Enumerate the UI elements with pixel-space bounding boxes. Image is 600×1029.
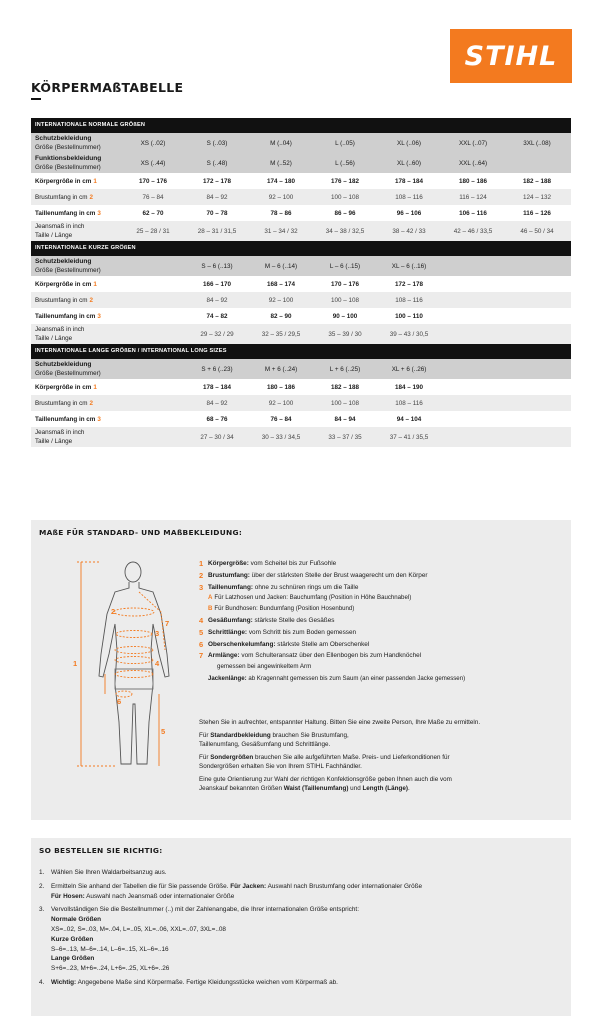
order-text: Angegebene Maße sind Körpermaße. Fertige Kleidungsstücke weichen vom Körpermaß ab. xyxy=(76,978,338,986)
table-cell: 84 – 92 xyxy=(206,193,228,201)
size-header-row xyxy=(31,153,571,173)
size-header-row xyxy=(31,133,571,153)
note-bold: Waist (Taillenumfang) xyxy=(283,785,349,793)
row-label xyxy=(31,209,121,218)
table-cell: 100 – 108 xyxy=(330,296,359,304)
size-code: L + 6 (..25) xyxy=(329,365,361,373)
table-cell: 42 – 46 / 33,5 xyxy=(453,227,493,235)
figure-label-7: 7 xyxy=(165,619,170,628)
order-bold: Für Jacken: xyxy=(230,882,267,890)
table-cell: 35 – 39 / 30 xyxy=(328,330,362,338)
table-cell: 28 – 31 / 31,5 xyxy=(197,227,237,235)
measure-desc: vom Scheitel bis zur Fußsohle xyxy=(248,560,337,567)
note-text: Taillenumfang, Gesäßumfang und Schrittlänge. xyxy=(199,741,331,749)
row-label-text: Brustumfang in cm xyxy=(35,399,88,407)
measure-ref-number: 2 xyxy=(89,296,94,304)
table-cell: 178 – 184 xyxy=(394,177,423,185)
size-code: M (..04) xyxy=(270,139,292,147)
row-label-text: Körpergröße in cm xyxy=(35,177,92,185)
table-cell: 100 – 108 xyxy=(330,399,359,407)
row-label-text: Jeansmaß in inch xyxy=(35,429,85,436)
note-text: . xyxy=(407,785,410,793)
row-label xyxy=(31,193,121,202)
table-cell: 84 – 92 xyxy=(206,399,228,407)
table-row xyxy=(31,379,571,395)
measure-desc: stärkste Stelle am Oberschenkel xyxy=(275,640,370,648)
size-code: 3XL (..08) xyxy=(523,139,551,147)
row-label xyxy=(31,134,121,152)
table-row xyxy=(31,308,571,324)
note-text: brauchen Sie alle aufgeführten Maße. Preis- und Lieferkonditionen für xyxy=(253,754,450,761)
jacket-term: Jackenlänge: xyxy=(208,675,247,683)
size-code: L (..05) xyxy=(335,139,355,147)
row-label-text: Körpergröße in cm xyxy=(35,280,92,288)
note-bold: Sondergrößen xyxy=(210,754,254,761)
note-text: Für xyxy=(199,754,211,761)
order-text: XS=..02, S=..03, M=..04, L=..05, XL=..06, XXL=..07, 3XL=..08 xyxy=(51,925,226,933)
logo-text: STIHL xyxy=(464,40,558,72)
size-code: M – 6 (..14) xyxy=(264,262,298,270)
table-cell: 86 – 96 xyxy=(334,209,356,217)
table-cell: 30 – 33 / 34,5 xyxy=(261,433,301,441)
order-bold: Kurze Größen xyxy=(51,935,94,943)
table-cell: 84 – 92 xyxy=(206,296,228,304)
row-label-text: Brustumfang in cm xyxy=(35,296,88,304)
table-cell: 84 – 94 xyxy=(334,415,356,423)
measure-ref-number: 2 xyxy=(89,399,94,407)
order-text: Auswahl nach Jeansmaß oder internationaler Größe xyxy=(84,892,235,900)
table-cell: 100 – 108 xyxy=(330,193,359,201)
size-header-row xyxy=(31,359,571,379)
size-caption: Größe (Bestellnummer) xyxy=(35,144,101,151)
table-row xyxy=(31,221,571,241)
table-cell: 180 – 186 xyxy=(266,383,295,391)
figure-label-6: 6 xyxy=(117,697,122,706)
table-cell: 34 – 38 / 32,5 xyxy=(325,227,365,235)
row-label xyxy=(31,360,121,378)
order-step: 4. Wichtig: Angegebene Maße sind Körpermaße. Fertige Kleidungsstücke weichen vom Körpermaß ab. xyxy=(39,978,338,986)
stihl-logo xyxy=(450,29,572,83)
measure-item xyxy=(199,650,559,662)
table-cell: 108 – 116 xyxy=(395,399,423,407)
note-bold: Length (Länge) xyxy=(362,785,408,793)
measure-text xyxy=(208,558,336,570)
measure-term: Oberschenkelumfang: xyxy=(208,640,276,648)
clothing-type: Schutzbekleidung xyxy=(35,135,92,142)
table-cell: 94 – 104 xyxy=(396,415,422,423)
measures-title: MAßE FÜR STANDARD- UND MAßBEKLEIDUNG: xyxy=(39,528,243,537)
table-cell: 172 – 178 xyxy=(394,280,423,288)
table-cell: 182 – 188 xyxy=(330,383,359,391)
table-cell: 100 – 110 xyxy=(395,312,423,320)
clothing-type: Schutzbekleidung xyxy=(35,361,92,368)
clothing-type: Schutzbekleidung xyxy=(35,258,92,265)
measure-sub-b xyxy=(199,604,559,615)
arm-continuation: gemessen bei angewinkeltem Arm xyxy=(217,663,312,671)
measure-term: Brustumfang: xyxy=(208,571,250,579)
measure-desc: ohne zu schnüren rings um die Taille xyxy=(252,583,359,591)
measure-ref-number: 2 xyxy=(89,193,94,201)
order-text: S+6=..23, M+6=..24, L+6=..25, XL+6=..26 xyxy=(51,965,170,973)
measure-text xyxy=(208,582,358,594)
table-cell: 180 – 186 xyxy=(458,177,487,185)
figure-label-4: 4 xyxy=(155,659,160,668)
table-cell: 96 – 106 xyxy=(396,209,422,217)
table-row xyxy=(31,427,571,447)
size-code: XXL (..64) xyxy=(458,159,488,167)
table-row xyxy=(31,395,571,411)
measure-desc: vom Schritt bis zum Boden gemessen xyxy=(247,628,357,636)
table-cell: 172 – 178 xyxy=(202,177,231,185)
order-step-text: Wählen Sie Ihren Waldarbeitsanzug aus. xyxy=(51,869,167,876)
table-cell: 168 – 174 xyxy=(266,280,295,288)
table-cell: 46 – 50 / 34 xyxy=(520,227,554,235)
measure-note-2 xyxy=(199,731,559,749)
order-step-text xyxy=(51,882,422,902)
row-label xyxy=(31,399,121,408)
row-label-text: Taillenumfang in cm xyxy=(35,312,96,320)
sub-letter: B xyxy=(208,605,213,613)
row-label xyxy=(31,296,121,305)
order-panel xyxy=(31,838,571,1016)
size-caption: Größe (Bestellnummer) xyxy=(35,267,101,274)
sub-letter: A xyxy=(208,594,213,602)
measure-desc: vom Schulteransatz über den Ellenbogen bis zum Handknöchel xyxy=(239,652,422,660)
measures-list xyxy=(199,558,559,685)
row-label-text: Körpergröße in cm xyxy=(35,383,92,391)
measure-note-3 xyxy=(199,753,559,771)
table-cell: 176 – 182 xyxy=(330,177,359,185)
note-text: Jeanskauf bekannten Größen xyxy=(199,785,284,793)
order-step: 3. Vervollständigen Sie die Bestellnummer (..) mit der Zahlenangabe, die Ihrer internationalen Größe entspricht: Normale Größen XS=..02, S=..03, M=..04, L=..05, XL=..06, XXL=..07, 3XL=..08 Kurze Größen S–6=..13, M–6=..14, L–6=..15, XL–6=..16 Lange Größen S+6=..23, M+6=..24, L+6=..25, XL+6=..26 xyxy=(39,906,359,973)
measure-term: Gesäßumfang: xyxy=(208,616,253,624)
size-code: M + 6 (..24) xyxy=(264,365,298,373)
measure-item xyxy=(199,627,559,639)
measure-desc: über der stärksten Stelle der Brust waagerecht um den Körper xyxy=(249,571,428,579)
row-label-text: Brustumfang in cm xyxy=(35,193,88,201)
table-cell: 178 – 184 xyxy=(202,383,231,391)
measure-ref-number: 3 xyxy=(97,415,101,423)
size-code: S (..03) xyxy=(206,139,228,147)
table-cell: 76 – 84 xyxy=(270,415,292,423)
table-cell: 90 – 100 xyxy=(332,312,358,320)
table-cell: 32 – 35 / 29,5 xyxy=(261,330,301,338)
size-code: XL (..06) xyxy=(397,139,421,147)
measure-term: Taillenumfang: xyxy=(208,583,253,591)
measure-ref-number: 1 xyxy=(93,383,97,391)
row-label xyxy=(31,177,121,186)
measure-text xyxy=(208,615,334,627)
sub-text: Für Latzhosen und Jacken: Bauchumfang (Position in Höhe Bauchnabel) xyxy=(214,594,412,602)
measure-number: 1 xyxy=(199,559,204,568)
size-code: XL + 6 (..26) xyxy=(391,365,427,373)
row-label xyxy=(31,154,121,172)
order-step-text xyxy=(51,978,338,988)
order-step-text xyxy=(51,905,359,974)
table-row xyxy=(31,276,571,292)
table-cell: 76 – 84 xyxy=(142,193,164,201)
measure-item xyxy=(199,582,559,594)
measure-text xyxy=(208,627,356,639)
section-header: INTERNATIONALE KURZE GRÖßEN xyxy=(31,241,571,256)
row-label xyxy=(31,415,121,424)
row-label xyxy=(31,428,121,446)
table-cell: 92 – 100 xyxy=(268,193,294,201)
table-cell: 116 – 124 xyxy=(459,193,487,201)
row-label-text: Jeansmaß in inch xyxy=(35,326,85,333)
note-text: brauchen Sie Brustumfang, xyxy=(270,732,349,739)
size-code: XS (..02) xyxy=(140,139,166,147)
size-code: L – 6 (..15) xyxy=(329,262,361,270)
order-title: SO BESTELLEN SIE RICHTIG: xyxy=(39,846,163,855)
order-bold: Für Hosen: xyxy=(51,892,85,900)
order-bold: Normale Größen xyxy=(51,916,102,924)
measure-sub-a xyxy=(199,593,559,604)
row-label xyxy=(31,280,121,289)
measure-note-1: Stehen Sie in aufrechter, entspannter Haltung. Bitten Sie eine zweite Person, Ihre Maße zu ermitteln. xyxy=(199,719,481,726)
table-cell: 184 – 190 xyxy=(394,383,423,391)
measure-ref-number: 1 xyxy=(93,177,97,185)
measure-number: 6 xyxy=(199,639,204,649)
title-rule xyxy=(31,98,41,100)
table-cell: 38 – 42 / 33 xyxy=(392,227,426,235)
table-cell: 33 – 37 / 35 xyxy=(328,433,362,441)
row-label xyxy=(31,222,121,240)
measure-number: 5 xyxy=(199,627,204,637)
table-cell: 170 – 176 xyxy=(138,177,167,185)
table-cell: 62 – 70 xyxy=(142,209,164,217)
table-row xyxy=(31,173,571,189)
row-label-sub: Taille / Länge xyxy=(35,335,73,342)
row-label xyxy=(31,325,121,343)
figure-label-2: 2 xyxy=(111,607,116,616)
table-cell: 27 – 30 / 34 xyxy=(200,433,234,441)
sub-text: Für Bundhosen: Bundumfang (Position Hosenbund) xyxy=(214,605,355,613)
table-row xyxy=(31,292,571,308)
table-cell: 182 – 188 xyxy=(522,177,551,185)
table-cell: 29 – 32 / 29 xyxy=(200,330,234,338)
measure-number: 3 xyxy=(199,582,204,592)
measure-number: 4 xyxy=(199,615,204,625)
size-code: S + 6 (..23) xyxy=(201,365,233,373)
page-title: KÖRPERMAßTABELLE xyxy=(31,80,184,95)
jacket-desc: ab Kragennaht gemessen bis zum Saum (an einer passenden Jacke gemessen) xyxy=(246,675,466,683)
figure-label-5: 5 xyxy=(161,727,166,736)
table-cell: 170 – 176 xyxy=(330,280,359,288)
size-code: S – 6 (..13) xyxy=(201,262,233,270)
row-label-text: Taillenumfang in cm xyxy=(35,209,96,217)
measure-item xyxy=(199,570,559,582)
note-bold: Standardbekleidung xyxy=(210,732,271,739)
measure-note-4 xyxy=(199,775,559,793)
measures-panel xyxy=(31,520,571,820)
order-bold: Wichtig: xyxy=(51,978,77,986)
order-bold: Lange Größen xyxy=(51,955,95,963)
table-cell: 39 – 43 / 30,5 xyxy=(389,330,429,338)
order-list xyxy=(39,868,559,992)
size-header-row xyxy=(31,256,571,276)
measure-text xyxy=(208,639,369,651)
table-row xyxy=(31,411,571,427)
size-tables xyxy=(31,118,571,447)
table-cell: 82 – 90 xyxy=(270,312,292,320)
size-caption: Größe (Bestellnummer) xyxy=(35,370,101,377)
table-cell: 108 – 116 xyxy=(395,193,423,201)
section-header: INTERNATIONALE LANGE GRÖßEN / INTERNATIONAL LONG SIZES xyxy=(31,344,571,359)
order-text: Ermitteln Sie anhand der Tabellen die für Sie passende Größe. xyxy=(51,882,231,890)
table-cell: 124 – 132 xyxy=(522,193,551,201)
row-label xyxy=(31,312,121,321)
table-cell: 68 – 76 xyxy=(206,415,228,423)
measure-ref-number: 1 xyxy=(93,280,97,288)
jacket-length xyxy=(199,674,559,685)
table-cell: 116 – 126 xyxy=(523,209,551,217)
table-cell: 92 – 100 xyxy=(268,399,294,407)
size-code: S (..48) xyxy=(206,159,228,167)
note-text: Für xyxy=(199,732,211,739)
table-cell: 108 – 116 xyxy=(395,296,423,304)
size-code: XL – 6 (..16) xyxy=(391,262,427,270)
measure-ref-number: 3 xyxy=(97,209,101,217)
size-code: XS (..44) xyxy=(140,159,166,167)
note-text: Sondergrößen erhalten Sie von Ihrem STIHL Fachhändler. xyxy=(199,763,362,771)
table-row xyxy=(31,205,571,221)
table-cell: 31 – 34 / 32 xyxy=(264,227,298,235)
figure-label-3: 3 xyxy=(155,629,160,638)
order-text: S–6=..13, M–6=..14, L–6=..15, XL–6=..16 xyxy=(51,945,169,953)
measure-text xyxy=(208,570,428,582)
measure-term: Armlänge: xyxy=(208,652,240,660)
measure-item xyxy=(199,615,559,627)
order-text: Auswahl nach Brustumfang oder internationaler Größe xyxy=(266,882,423,890)
table-cell: 25 – 28 / 31 xyxy=(136,227,170,235)
measure-text xyxy=(208,650,421,662)
row-label-sub: Taille / Länge xyxy=(35,232,73,239)
measure-number: 2 xyxy=(199,570,204,580)
measure-term: Körpergröße: xyxy=(208,560,249,567)
row-label-sub: Taille / Länge xyxy=(35,438,73,445)
clothing-type: Funktionsbekleidung xyxy=(35,155,102,162)
table-cell: 78 – 86 xyxy=(270,209,292,217)
measure-item xyxy=(199,558,559,570)
row-label xyxy=(31,383,121,392)
measure-item xyxy=(199,639,559,651)
figure-label-1: 1 xyxy=(73,659,78,668)
size-code: L (..56) xyxy=(335,159,355,167)
measure-term: Schrittlänge: xyxy=(208,628,248,636)
table-cell: 70 – 78 xyxy=(206,209,228,217)
size-code: XXL (..07) xyxy=(458,139,488,147)
size-code: M (..52) xyxy=(270,159,292,167)
note-text: Eine gute Orientierung zur Wahl der richtigen Konfektionsgröße geben Ihnen auch die vom xyxy=(199,776,452,783)
table-cell: 92 – 100 xyxy=(268,296,294,304)
order-text: Vervollständigen Sie die Bestellnummer (..) mit der Zahlenangabe, die Ihrer internationalen Größe entspricht: xyxy=(51,906,359,914)
table-cell: 37 – 41 / 35,5 xyxy=(389,433,429,441)
order-step: 2. Ermitteln Sie anhand der Tabellen die für Sie passende Größe. Für Jacken: Auswahl nach Brustumfang oder internationaler Größe Für Hosen: Auswahl nach Jeansmaß oder internationaler Größe xyxy=(39,882,423,900)
body-measure-figure xyxy=(61,554,201,784)
order-step: 1. Wählen Sie Ihren Waldarbeitsanzug aus. xyxy=(39,869,167,876)
measure-ref-number: 3 xyxy=(97,312,101,320)
table-cell: 74 – 82 xyxy=(206,312,228,320)
table-cell: 106 – 116 xyxy=(459,209,487,217)
row-label xyxy=(31,257,121,275)
measure-desc: stärkste Stelle des Gesäßes xyxy=(252,616,335,624)
table-row xyxy=(31,324,571,344)
section-header: INTERNATIONALE NORMALE GRÖßEN xyxy=(31,118,571,133)
note-text: und xyxy=(348,785,363,793)
size-caption: Größe (Bestellnummer) xyxy=(35,164,101,171)
table-cell: 166 – 170 xyxy=(202,280,231,288)
table-cell: 174 – 180 xyxy=(266,177,295,185)
table-row xyxy=(31,189,571,205)
size-code: XL (..60) xyxy=(397,159,421,167)
row-label-text: Jeansmaß in inch xyxy=(35,223,85,230)
measure-number: 7 xyxy=(199,651,204,661)
row-label-text: Taillenumfang in cm xyxy=(35,415,96,423)
